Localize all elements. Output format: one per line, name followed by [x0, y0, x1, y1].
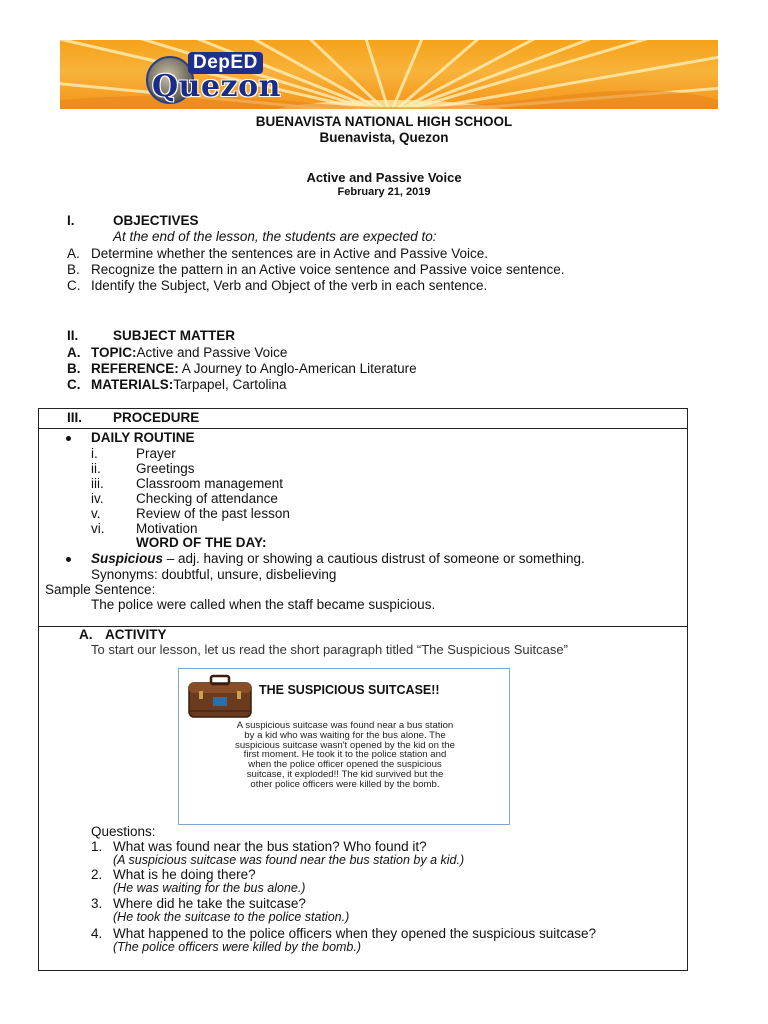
daily-routine-heading: DAILY ROUTINE — [91, 430, 195, 445]
procedure-heading: PROCEDURE — [113, 410, 200, 425]
word-synonyms: Synonyms: doubtful, unsure, disbelieving — [91, 567, 337, 582]
question-text: Where did he take the suitcase? — [113, 896, 306, 911]
subject-topic: TOPIC:Active and Passive Voice — [91, 345, 288, 360]
word-of-day-definition: Suspicious – adj. having or showing a cautious distrust of someone or something. — [91, 551, 585, 566]
paragraph-line: suitcase, it exploded!! The kid survived but the — [246, 768, 444, 780]
paragraph-line: first moment. He took it to the police station and — [243, 749, 447, 761]
objective-text: Identify the Subject, Verb and Object of the verb in each sentence. — [91, 278, 488, 293]
activity-label: A. — [79, 627, 93, 642]
paragraph-line: when the police officer opened the suspicious — [248, 759, 442, 771]
question-text: What happened to the police officers when they opened the suspicious suitcase? — [113, 926, 597, 941]
routine-item: Greetings — [136, 461, 195, 476]
question-text: What was found near the bus station? Who found it? — [113, 839, 427, 854]
routine-num: ii. — [91, 461, 101, 476]
question-answer: (A suspicious suitcase was found near the bus station by a kid.) — [113, 853, 465, 867]
subject-label: B. — [67, 361, 81, 376]
suitcase-paragraph — [199, 721, 491, 790]
suitcase-image-title: THE SUSPICIOUS SUITCASE!! — [259, 683, 440, 697]
question-number: 1. — [91, 839, 103, 854]
sample-sentence-label: Sample Sentence: — [45, 582, 156, 597]
routine-num: vi. — [91, 521, 105, 536]
bullet-icon — [66, 557, 71, 562]
routine-item: Review of the past lesson — [136, 506, 290, 521]
objectives-number: I. — [67, 213, 75, 228]
subject-label: C. — [67, 377, 81, 392]
paragraph-line: suspicious suitcase wasn't opened by the kid on the — [235, 739, 455, 751]
question-number: 4. — [91, 926, 103, 941]
activity-intro: To start our lesson, let us read the short paragraph titled “The Suspicious Suitcase” — [91, 642, 568, 657]
suitcase-icon — [183, 673, 257, 721]
routine-item: Checking of attendance — [136, 491, 278, 506]
objective-text: Determine whether the sentences are in Active and Passive Voice. — [91, 246, 488, 261]
sample-sentence: The police were called when the staff became suspicious. — [91, 597, 436, 612]
activity-heading: ACTIVITY — [105, 627, 167, 642]
routine-num: v. — [91, 506, 101, 521]
word-of-day-heading: WORD OF THE DAY: — [136, 535, 267, 550]
paragraph-line: A suspicious suitcase was found near a bus station — [236, 720, 454, 731]
routine-num: iii. — [91, 476, 104, 491]
bullet-icon — [66, 436, 71, 441]
objective-label: C. — [67, 278, 81, 293]
routine-num: i. — [91, 446, 98, 461]
suspicious-suitcase-image — [178, 668, 510, 825]
lesson-title: Active and Passive Voice — [306, 170, 462, 185]
subject-reference: REFERENCE: A Journey to Anglo-American Literature — [91, 361, 417, 376]
subject-matter-heading: SUBJECT MATTER — [113, 328, 236, 343]
subject-materials: MATERIALS:Tarpapel, Cartolina — [91, 377, 287, 392]
subject-matter-number: II. — [67, 328, 79, 343]
question-text: What is he doing there? — [113, 867, 256, 882]
procedure-number: III. — [67, 410, 83, 425]
objective-label: B. — [67, 262, 80, 277]
paragraph-line: other police officers were killed by the bomb. — [250, 778, 440, 790]
question-number: 2. — [91, 867, 103, 882]
school-location: Buenavista, Quezon — [319, 130, 449, 145]
paragraph-line: by a kid who was waiting for the bus alone. The — [244, 729, 446, 741]
routine-item: Motivation — [136, 521, 198, 536]
question-answer: (He was waiting for the bus alone.) — [113, 881, 306, 895]
routine-item: Prayer — [136, 446, 176, 461]
subject-label: A. — [67, 345, 81, 360]
question-answer: (The police officers were killed by the bomb.) — [113, 940, 362, 954]
questions-label: Questions: — [91, 824, 156, 839]
table-divider — [38, 428, 688, 429]
objectives-intro: At the end of the lesson, the students are expected to: — [113, 229, 437, 244]
lesson-date: February 21, 2019 — [337, 186, 431, 198]
question-answer: (He took the suitcase to the police station.) — [113, 910, 350, 924]
objective-text: Recognize the pattern in an Active voice sentence and Passive voice sentence. — [91, 262, 565, 277]
routine-num: iv. — [91, 491, 104, 506]
question-number: 3. — [91, 896, 103, 911]
objectives-heading: OBJECTIVES — [113, 213, 199, 228]
quezon-logo-text: Quezon — [152, 69, 281, 104]
routine-item: Classroom management — [136, 476, 284, 491]
deped-logo-text: DepED — [188, 52, 263, 74]
objective-label: A. — [67, 246, 80, 261]
deped-quezon-banner — [60, 40, 718, 109]
school-name: BUENAVISTA NATIONAL HIGH SCHOOL — [255, 114, 513, 129]
